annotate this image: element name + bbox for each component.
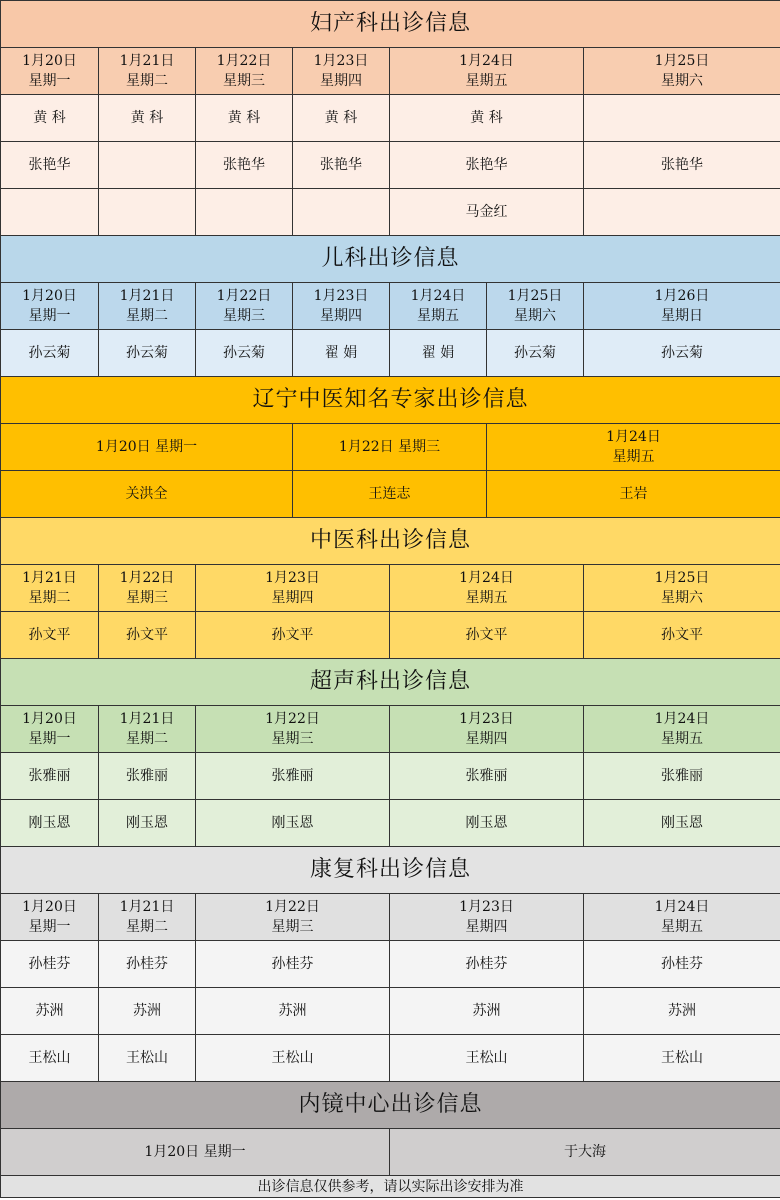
date-header: 1月26日 星期日 (584, 283, 780, 330)
date-header: 1月22日 星期三 (196, 706, 390, 753)
doctor-cell (584, 189, 780, 236)
doctor-cell: 张艳华 (584, 142, 780, 189)
doctor-cell: 孙桂芬 (1, 941, 99, 988)
date-header: 1月23日 星期四 (390, 894, 584, 941)
doctor-cell: 苏洲 (390, 988, 584, 1035)
doctor-cell: 孙文平 (584, 612, 780, 659)
doctor-cell: 王连志 (293, 471, 487, 518)
doctor-cell: 孙文平 (196, 612, 390, 659)
date-header: 1月20日 星期一 (1, 1129, 390, 1176)
doctor-cell: 苏洲 (584, 988, 780, 1035)
doctor-cell (1, 189, 99, 236)
doctor-cell: 孙云菊 (196, 330, 293, 377)
date-header: 1月21日 星期二 (1, 565, 99, 612)
date-header: 1月24日 星期五 (584, 894, 780, 941)
doctor-cell: 黄 科 (99, 95, 196, 142)
doctor-cell (293, 189, 390, 236)
doctor-cell: 孙桂芬 (584, 941, 780, 988)
doctor-cell: 孙桂芬 (390, 941, 584, 988)
doctor-cell: 王岩 (487, 471, 780, 518)
disclaimer-note: 出诊信息仅供参考，请以实际出诊安排为准 (1, 1176, 780, 1198)
doctor-cell: 刚玉恩 (1, 800, 99, 847)
doctor-cell: 苏洲 (99, 988, 196, 1035)
date-header: 1月20日 星期一 (1, 424, 293, 471)
doctor-cell: 孙桂芬 (196, 941, 390, 988)
date-header: 1月22日 星期三 (196, 283, 293, 330)
doctor-cell: 孙云菊 (1, 330, 99, 377)
doctor-cell: 孙云菊 (487, 330, 584, 377)
date-header: 1月20日 星期一 (1, 283, 99, 330)
doctor-cell (584, 95, 780, 142)
doctor-cell: 王松山 (584, 1035, 780, 1082)
date-header: 1月21日 星期二 (99, 48, 196, 95)
doctor-cell: 张雅丽 (390, 753, 584, 800)
doctor-cell: 马金红 (390, 189, 584, 236)
date-header: 1月24日 星期五 (390, 565, 584, 612)
doctor-cell (196, 189, 293, 236)
date-header: 1月23日 星期四 (390, 706, 584, 753)
doctor-cell: 张雅丽 (196, 753, 390, 800)
doctor-cell: 王松山 (196, 1035, 390, 1082)
date-header: 1月22日 星期三 (196, 894, 390, 941)
section-title-rehab: 康复科出诊信息 (1, 847, 780, 894)
doctor-cell: 张雅丽 (584, 753, 780, 800)
doctor-cell: 翟 娟 (390, 330, 487, 377)
doctor-cell: 于大海 (390, 1129, 780, 1176)
section-title-endoscopy: 内镜中心出诊信息 (1, 1082, 780, 1129)
section-title-tcm: 中医科出诊信息 (1, 518, 780, 565)
doctor-cell: 刚玉恩 (196, 800, 390, 847)
doctor-cell: 孙文平 (1, 612, 99, 659)
date-header: 1月24日 星期五 (584, 706, 780, 753)
section-title-tcm-experts: 辽宁中医知名专家出诊信息 (1, 377, 780, 424)
date-header: 1月21日 星期二 (99, 894, 196, 941)
doctor-cell: 孙云菊 (584, 330, 780, 377)
doctor-cell: 苏洲 (196, 988, 390, 1035)
doctor-cell: 孙文平 (99, 612, 196, 659)
date-header: 1月22日 星期三 (99, 565, 196, 612)
doctor-cell: 张艳华 (293, 142, 390, 189)
doctor-cell: 王松山 (390, 1035, 584, 1082)
doctor-cell: 张艳华 (1, 142, 99, 189)
doctor-cell: 王松山 (99, 1035, 196, 1082)
doctor-cell: 黄 科 (390, 95, 584, 142)
doctor-cell: 张艳华 (390, 142, 584, 189)
date-header: 1月23日 星期四 (196, 565, 390, 612)
doctor-cell: 孙云菊 (99, 330, 196, 377)
doctor-cell: 翟 娟 (293, 330, 390, 377)
doctor-cell: 张雅丽 (99, 753, 196, 800)
section-title-obgyn: 妇产科出诊信息 (1, 1, 780, 48)
doctor-cell (99, 189, 196, 236)
date-header: 1月21日 星期二 (99, 706, 196, 753)
doctor-cell (99, 142, 196, 189)
date-header: 1月23日 星期四 (293, 48, 390, 95)
doctor-cell: 刚玉恩 (390, 800, 584, 847)
date-header: 1月22日 星期三 (293, 424, 487, 471)
doctor-cell: 关洪全 (1, 471, 293, 518)
doctor-cell: 刚玉恩 (99, 800, 196, 847)
date-header: 1月20日 星期一 (1, 48, 99, 95)
doctor-cell: 孙文平 (390, 612, 584, 659)
doctor-cell: 孙桂芬 (99, 941, 196, 988)
date-header: 1月20日 星期一 (1, 894, 99, 941)
date-header: 1月25日 星期六 (584, 565, 780, 612)
doctor-cell: 黄 科 (196, 95, 293, 142)
doctor-cell: 王松山 (1, 1035, 99, 1082)
doctor-cell: 张艳华 (196, 142, 293, 189)
doctor-cell: 黄 科 (1, 95, 99, 142)
doctor-cell: 苏洲 (1, 988, 99, 1035)
doctor-cell: 黄 科 (293, 95, 390, 142)
date-header: 1月21日 星期二 (99, 283, 196, 330)
doctor-cell: 张雅丽 (1, 753, 99, 800)
section-title-ultrasound: 超声科出诊信息 (1, 659, 780, 706)
date-header: 1月24日 星期五 (390, 283, 487, 330)
doctor-cell: 刚玉恩 (584, 800, 780, 847)
date-header: 1月22日 星期三 (196, 48, 293, 95)
date-header: 1月24日 星期五 (390, 48, 584, 95)
date-header: 1月24日 星期五 (487, 424, 780, 471)
section-title-pediatrics: 儿科出诊信息 (1, 236, 780, 283)
date-header: 1月20日 星期一 (1, 706, 99, 753)
date-header: 1月25日 星期六 (487, 283, 584, 330)
date-header: 1月25日 星期六 (584, 48, 780, 95)
date-header: 1月23日 星期四 (293, 283, 390, 330)
